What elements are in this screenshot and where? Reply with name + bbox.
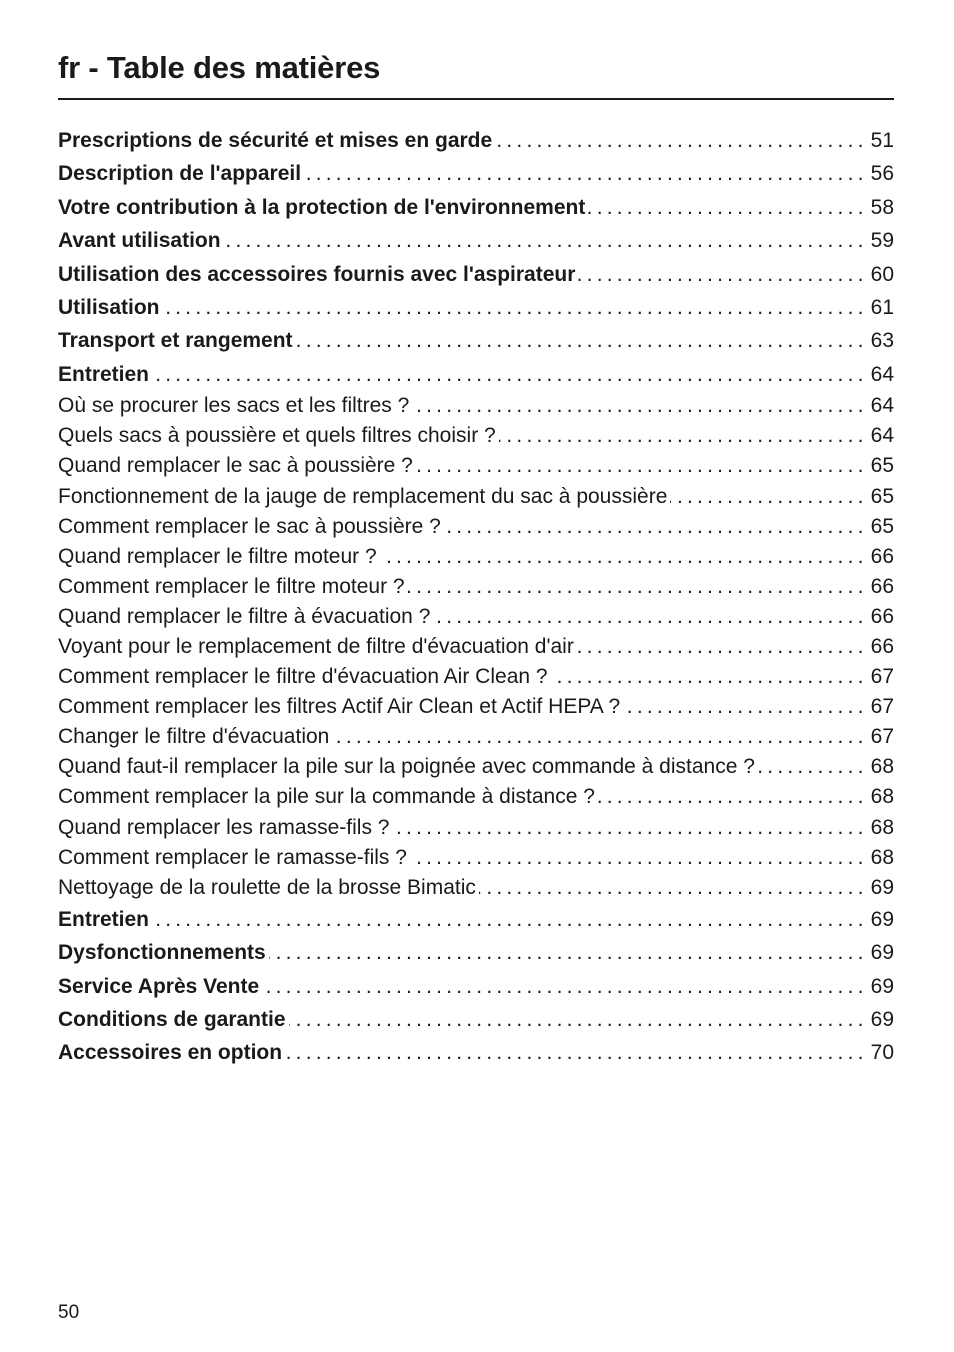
dot-leader	[758, 752, 868, 782]
toc-entry-page: 66	[870, 635, 894, 658]
toc-entry-page: 65	[870, 514, 894, 538]
toc-entry-page: 64	[870, 362, 894, 386]
toc-entry-label: Entretien	[58, 362, 150, 386]
toc-section-entry[interactable]	[58, 903, 894, 936]
toc-section-entry[interactable]	[58, 324, 894, 357]
toc-subsection-entry[interactable]	[58, 542, 894, 572]
toc-entry-page: 51	[870, 129, 894, 152]
toc-section-entry[interactable]	[58, 124, 894, 157]
toc-entry-label: Comment remplacer le sac à poussière ?	[58, 514, 441, 538]
page-number: 50	[58, 1302, 80, 1323]
toc-subsection-entry[interactable]	[58, 391, 894, 421]
toc-subsection-entry[interactable]	[58, 752, 894, 782]
toc-subsection-entry[interactable]	[58, 813, 894, 843]
toc-entry-label: Entretien	[58, 907, 150, 931]
toc-section-entry[interactable]	[58, 1003, 894, 1036]
dot-leader	[304, 157, 868, 190]
toc-entry-page: 59	[870, 229, 894, 253]
page-title: fr - Table des matières	[58, 50, 381, 85]
dot-leader	[163, 291, 868, 324]
dot-leader	[296, 324, 868, 357]
table-of-contents	[58, 124, 894, 1070]
toc-subsection-entry[interactable]	[58, 782, 894, 812]
toc-entry-page: 68	[870, 755, 894, 779]
dot-leader	[588, 191, 867, 224]
toc-section-entry[interactable]	[58, 191, 894, 224]
toc-subsection-entry[interactable]	[58, 722, 894, 752]
toc-subsection-entry[interactable]	[58, 843, 894, 873]
toc-subsection-entry[interactable]	[58, 873, 894, 903]
dot-leader	[152, 358, 868, 391]
toc-entry-page: 66	[870, 574, 894, 598]
toc-subsection-entry[interactable]	[58, 512, 894, 542]
toc-entry-label: Fonctionnement de la jauge de remplacement du sac à poussière	[58, 484, 668, 508]
toc-entry-page: 63	[870, 329, 894, 353]
toc-entry-page: 64	[870, 394, 894, 418]
toc-subsection-entry[interactable]	[58, 451, 894, 481]
toc-subsection-entry[interactable]	[58, 692, 894, 722]
dot-leader	[332, 722, 867, 752]
toc-entry-label: Accessoires en option	[58, 1041, 283, 1065]
toc-section-entry[interactable]	[58, 291, 894, 324]
toc-entry-label: Voyant pour le remplacement de filtre d'évacuation d'air	[58, 635, 574, 658]
toc-entry-label: Utilisation	[58, 296, 160, 320]
dot-leader	[408, 572, 868, 602]
dot-leader	[289, 1003, 868, 1036]
toc-entry-label: Description de l'appareil	[58, 162, 302, 186]
toc-entry-page: 60	[870, 262, 894, 286]
toc-entry-label: Nettoyage de la roulette de la brosse Bimatic	[58, 875, 476, 899]
dot-leader	[262, 970, 867, 1003]
toc-entry-label: Changer le filtre d'évacuation	[58, 725, 330, 749]
dot-leader	[444, 512, 868, 542]
dot-leader	[577, 632, 868, 662]
dot-leader	[495, 124, 867, 157]
toc-section-entry[interactable]	[58, 224, 894, 257]
toc-subsection-entry[interactable]	[58, 632, 894, 662]
toc-entry-label: Où se procurer les sacs et les filtres ?	[58, 394, 410, 418]
toc-entry-page: 64	[870, 424, 894, 448]
dot-leader	[479, 873, 868, 903]
toc-entry-label: Utilisation des accessoires fournis avec l'aspirateur	[58, 262, 576, 286]
dot-leader	[578, 258, 867, 291]
toc-entry-label: Quand remplacer le sac à poussière ?	[58, 454, 413, 478]
toc-entry-label: Prescriptions de sécurité et mises en garde	[58, 129, 493, 152]
dot-leader	[499, 421, 868, 451]
toc-entry-page: 66	[870, 604, 894, 628]
toc-section-entry[interactable]	[58, 258, 894, 291]
toc-entry-label: Comment remplacer le filtre moteur ?	[58, 574, 405, 598]
toc-entry-label: Votre contribution à la protection de l'environnement	[58, 195, 586, 219]
toc-entry-page: 65	[870, 454, 894, 478]
dot-leader	[433, 602, 867, 632]
dot-leader	[412, 391, 867, 421]
dot-leader	[551, 662, 868, 692]
dot-leader	[416, 451, 868, 481]
toc-entry-page: 69	[870, 974, 894, 998]
dot-leader	[285, 1036, 868, 1069]
toc-entry-label: Transport et rangement	[58, 329, 293, 353]
toc-entry-page: 67	[870, 725, 894, 749]
toc-entry-page: 69	[870, 941, 894, 965]
toc-entry-label: Comment remplacer les filtres Actif Air Clean et Actif HEPA ?	[58, 695, 621, 719]
toc-subsection-entry[interactable]	[58, 482, 894, 512]
toc-subsection-entry[interactable]	[58, 572, 894, 602]
dot-leader	[623, 692, 867, 722]
toc-entry-label: Quand faut-il remplacer la pile sur la poignée avec commande à distance ?	[58, 755, 755, 779]
toc-entry-label: Comment remplacer le filtre d'évacuation Air Clean ?	[58, 665, 548, 689]
toc-entry-label: Conditions de garantie	[58, 1008, 286, 1032]
toc-section-entry[interactable]	[58, 970, 894, 1003]
toc-entry-page: 61	[870, 296, 894, 320]
toc-entry-page: 66	[870, 544, 894, 568]
toc-entry-page: 58	[870, 195, 894, 219]
toc-entry-label: Quand remplacer le filtre à évacuation ?	[58, 604, 431, 628]
toc-entry-page: 65	[870, 484, 894, 508]
dot-leader	[410, 843, 868, 873]
toc-section-entry[interactable]	[58, 1036, 894, 1069]
toc-entry-page: 69	[870, 1008, 894, 1032]
toc-section-entry[interactable]	[58, 358, 894, 391]
dot-leader	[670, 482, 867, 512]
toc-entry-page: 68	[870, 785, 894, 809]
toc-entry-page: 56	[870, 162, 894, 186]
dot-leader	[152, 903, 868, 936]
dot-leader	[392, 813, 867, 843]
toc-entry-page: 70	[870, 1041, 894, 1065]
toc-entry-label: Comment remplacer la pile sur la commande à distance ?	[58, 785, 595, 809]
toc-subsection-entry[interactable]	[58, 602, 894, 632]
toc-entry-page: 69	[870, 875, 894, 899]
dot-leader	[598, 782, 868, 812]
toc-entry-label: Dysfonctionnements	[58, 941, 266, 965]
toc-entry-label: Quels sacs à poussière et quels filtres choisir ?	[58, 424, 496, 448]
dot-leader	[224, 224, 868, 257]
dot-leader	[269, 936, 868, 969]
toc-entry-label: Quand remplacer les ramasse-fils ?	[58, 815, 390, 839]
dot-leader	[380, 542, 868, 572]
title-divider	[58, 98, 894, 100]
toc-subsection-entry[interactable]	[58, 421, 894, 451]
toc-entry-label: Comment remplacer le ramasse-fils ?	[58, 845, 407, 869]
toc-entry-label: Quand remplacer le filtre moteur ?	[58, 544, 377, 568]
toc-subsection-entry[interactable]	[58, 662, 894, 692]
toc-entry-page: 68	[870, 845, 894, 869]
toc-entry-page: 67	[870, 695, 894, 719]
toc-entry-page: 69	[870, 907, 894, 931]
toc-section-entry[interactable]	[58, 157, 894, 190]
toc-entry-label: Service Après Vente	[58, 974, 260, 998]
toc-entry-page: 67	[870, 665, 894, 689]
toc-entry-label: Avant utilisation	[58, 229, 221, 253]
toc-section-entry[interactable]	[58, 936, 894, 969]
toc-entry-page: 68	[870, 815, 894, 839]
